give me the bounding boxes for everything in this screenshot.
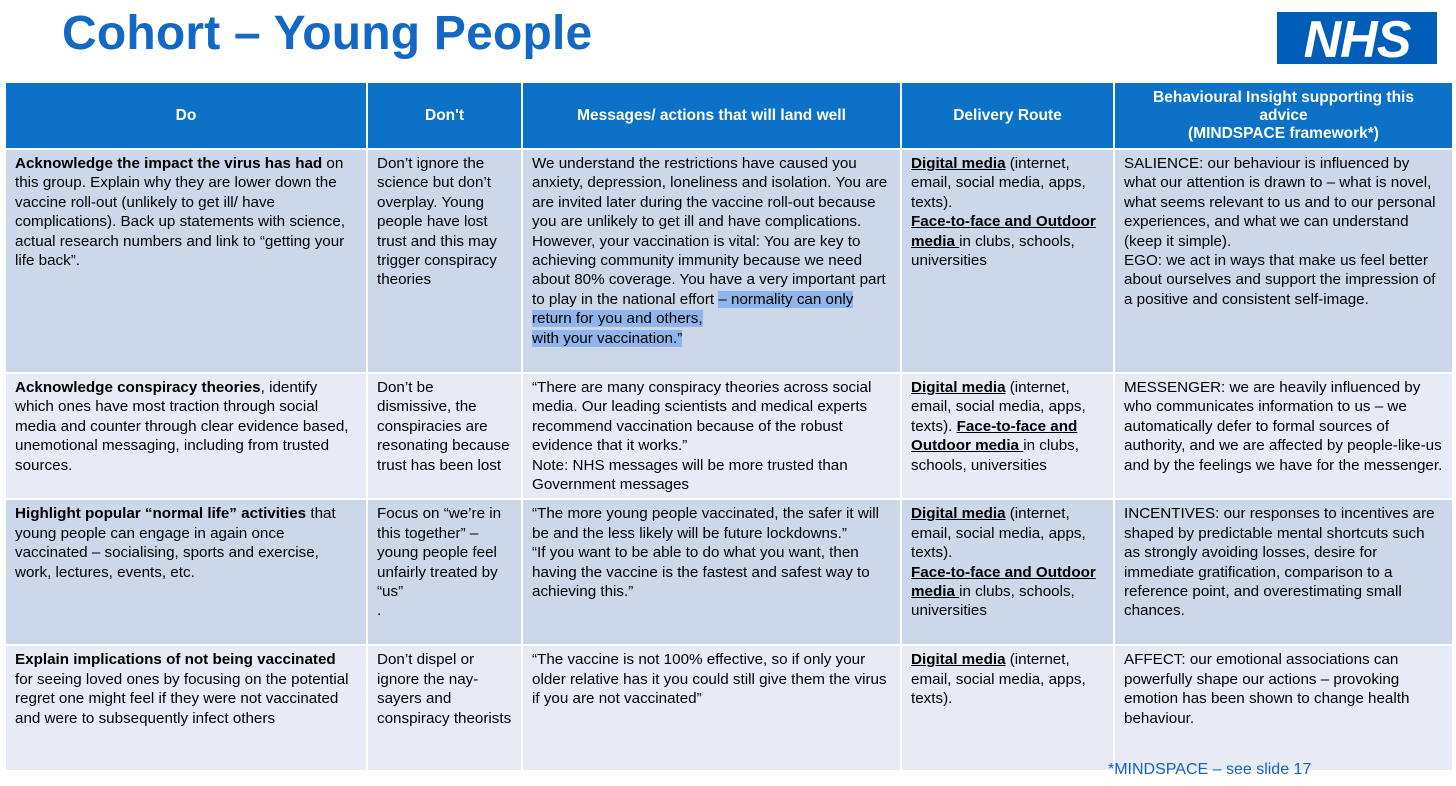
delivery-face-to-face-detail: in clubs, schools, universities xyxy=(911,437,1079,474)
do-text: on this group. Explain why they are lower down the vaccine roll-out (unlikely to get ill/ have complications). Back up statements with science, actual research numbers and link to “getting your life back”. xyxy=(15,155,346,270)
header-delivery-route: Delivery Route xyxy=(901,82,1114,149)
delivery-digital-media: Digital media xyxy=(911,505,1006,523)
insight-salience: SALIENCE: our behaviour is influenced by what our attention is drawn to – what is novel, what seems relevant to us and to our personal experiences, and what we can understand (keep it simple). xyxy=(1124,155,1436,250)
insight-affect: AFFECT: our emotional associations can powerfully shape our actions – provoking emotion has been shown to change health behaviour. xyxy=(1124,651,1410,727)
message-text: “If you want to be able to do what you want, then having the vaccine is the fastest and safest way to achieving this.” xyxy=(532,544,870,601)
message-text: “The vaccine is not 100% effective, so if only your older relative has it you could still give them the virus if you are not vaccinated” xyxy=(532,651,887,708)
delivery-face-to-face: Face-to-face and Outdoor media xyxy=(911,563,1096,601)
dont-text: Don’t be dismissive, the conspiracies are resonating because trust has been lost xyxy=(377,379,510,474)
delivery-face-to-face-detail: in clubs, schools, universities xyxy=(911,232,1075,270)
delivery-digital-detail: (internet, email, social media, apps, texts). xyxy=(911,155,1086,211)
cell-behavioural-insight xyxy=(1114,373,1453,499)
delivery-digital-media: Digital media xyxy=(911,379,1006,396)
cell-dont xyxy=(367,499,522,645)
insight-incentives: INCENTIVES: our responses to incentives are shaped by predictable mental shortcuts such as strongly avoiding losses, desire for immediate gratification, comparison to a reference point, and overestimating small chances. xyxy=(1124,505,1435,620)
cell-do xyxy=(5,499,367,645)
message-text: “The more young people vaccinated, the safer it will be and the less likely will be future lockdowns.” xyxy=(532,505,879,542)
cell-do xyxy=(5,645,367,771)
message-highlight: – normality can only return for you and others, xyxy=(532,290,854,328)
delivery-digital-detail: (internet, email, social media, apps, texts). xyxy=(911,505,1086,562)
cell-behavioural-insight xyxy=(1114,149,1453,373)
table-row xyxy=(5,645,1453,771)
header-insight-line-2: advice xyxy=(1259,106,1308,124)
do-heading: Explain implications of not being vaccinated xyxy=(15,651,336,669)
delivery-digital-media: Digital media xyxy=(911,651,1006,669)
header-insight-line-3: (MINDSPACE framework*) xyxy=(1188,124,1379,142)
do-text: for seeing loved ones by focusing on the potential regret one might feel if they were not vaccinated and were to subsequently infect others xyxy=(15,670,349,727)
cell-messages xyxy=(522,149,901,373)
cell-messages xyxy=(522,373,901,499)
delivery-face-to-face: Face-to-face and Outdoor media xyxy=(911,213,1096,250)
header-messages: Messages/ actions that will land well xyxy=(522,82,901,149)
header-insight-line-1: Behavioural Insight supporting this xyxy=(1153,88,1414,106)
table-header-row xyxy=(5,82,1453,149)
nhs-logo-text: NHS xyxy=(1303,12,1411,64)
cell-delivery-route xyxy=(901,373,1114,499)
message-text: “There are many conspiracy theories across social media. Our leading scientists and medical experts recommend vaccination because of the robust evidence that it works.” xyxy=(532,379,872,455)
page-title: Cohort – Young People xyxy=(62,7,593,60)
cell-delivery-route xyxy=(901,499,1114,645)
footnote-mindspace: *MINDSPACE – see slide 17 xyxy=(1108,761,1312,778)
do-text: , identify which ones have most traction through social media and counter through clear evidence based, unemotional messaging, including from trusted sources. xyxy=(15,379,349,474)
delivery-digital-detail: (internet, email, social media, apps, texts). xyxy=(911,379,1086,435)
cell-do xyxy=(5,149,367,373)
cell-do xyxy=(5,373,367,499)
cell-delivery-route xyxy=(901,149,1114,373)
delivery-digital-media: Digital media xyxy=(911,155,1006,172)
delivery-face-to-face: Face-to-face and Outdoor media xyxy=(911,417,1078,455)
dont-text: Don’t dispel or ignore the nay-sayers and conspiracy theorists xyxy=(377,651,512,727)
dont-text: Don’t ignore the science but don’t overplay. Young people have lost trust and this may trigger conspiracy theories xyxy=(377,155,497,289)
header-dont: Don't xyxy=(367,82,522,149)
dont-text: Focus on “we’re in this together” – young people feel unfairly treated by “us” xyxy=(377,505,502,601)
insight-ego: EGO: we act in ways that make us feel better about ourselves and support the impression of a positive and consistent self-image. xyxy=(1124,252,1436,308)
nhs-logo xyxy=(1277,12,1437,64)
header-behavioural-insight xyxy=(1114,82,1453,149)
cell-messages xyxy=(522,645,901,771)
header-do: Do xyxy=(5,82,367,149)
message-highlight: with your vaccination.” xyxy=(532,329,683,347)
do-heading: Acknowledge conspiracy theories xyxy=(15,379,261,396)
cell-behavioural-insight xyxy=(1114,645,1453,771)
cell-dont xyxy=(367,645,522,771)
delivery-digital-detail: (internet, email, social media, apps, texts). xyxy=(911,651,1086,708)
guidance-table xyxy=(4,81,1454,772)
delivery-face-to-face-detail: in clubs, schools, universities xyxy=(911,583,1075,620)
cell-behavioural-insight xyxy=(1114,499,1453,645)
message-text: We understand the restrictions have caused you anxiety, depression, loneliness and isolation. You are are invited later during the vaccine roll-out because you are unlikely to get ill and have complications. However, your vaccination is vital: You are key to achieving community immunity because we need about 80% coverage. You have a very important part to play in the national effort xyxy=(532,155,888,308)
do-text: that young people can engage in again once vaccinated – socialising, sports and exercise, work, lectures, events, etc. xyxy=(15,505,336,581)
table-row xyxy=(5,373,1453,499)
table-row xyxy=(5,149,1453,373)
cell-messages xyxy=(522,499,901,645)
table-row xyxy=(5,499,1453,645)
do-heading: Highlight popular “normal life” activities xyxy=(15,505,307,523)
cell-delivery-route xyxy=(901,645,1114,771)
cell-dont xyxy=(367,373,522,499)
do-heading: Acknowledge the impact the virus has had xyxy=(15,155,323,172)
insight-messenger: MESSENGER: we are heavily influenced by who communicates information to us – we automatically defer to formal sources of authority, and we are affected by people-like-us and by the feelings we have for the messenger. xyxy=(1124,379,1443,474)
cell-dont xyxy=(367,149,522,373)
message-note: Note: NHS messages will be more trusted than Government messages xyxy=(532,456,848,494)
dont-text-extra: . xyxy=(377,602,382,620)
